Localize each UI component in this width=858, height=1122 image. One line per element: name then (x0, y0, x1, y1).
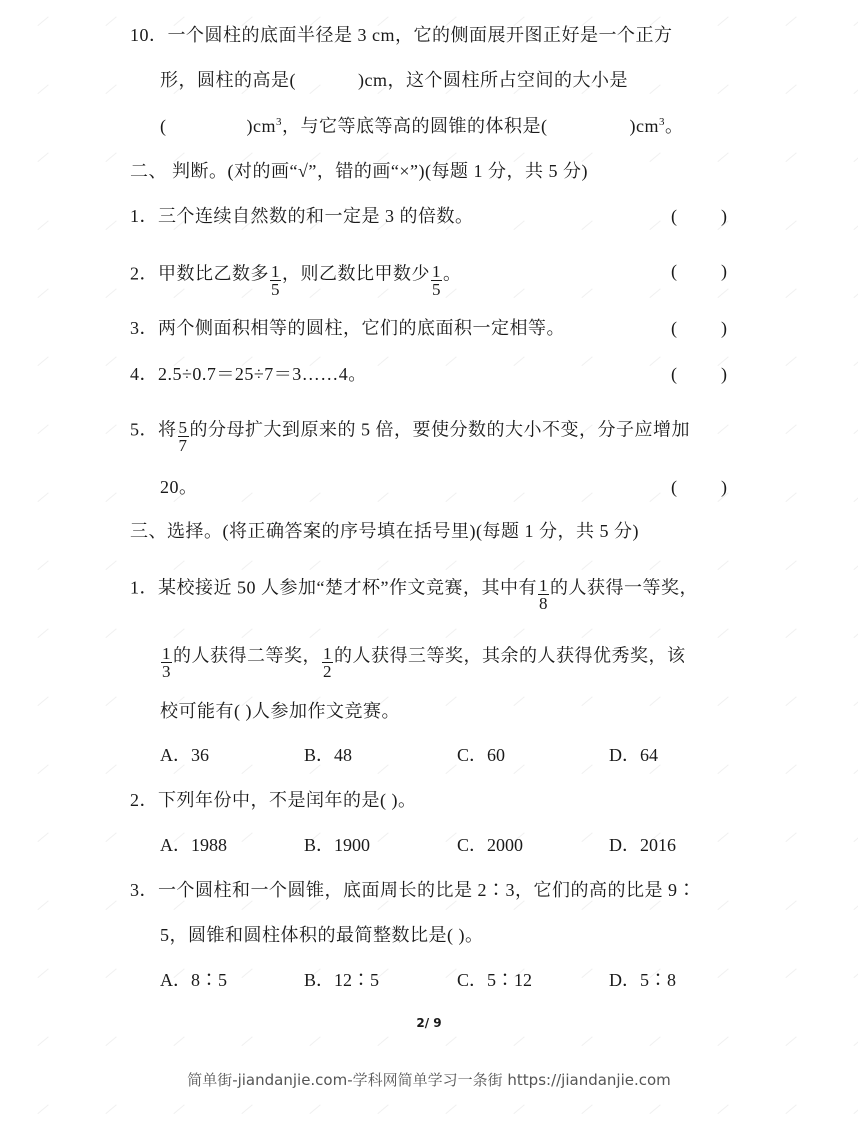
watermark-mark (37, 356, 52, 370)
fraction (178, 419, 189, 454)
item-text: 5．将 (130, 419, 177, 440)
watermark-mark (105, 152, 120, 166)
watermark-mark (785, 764, 800, 778)
watermark-mark (853, 288, 858, 302)
watermark-mark (241, 1036, 256, 1050)
item-text: 的人获得二等奖， (173, 645, 321, 666)
watermark-mark (649, 696, 664, 710)
watermark-mark (853, 16, 858, 30)
watermark-mark (785, 1104, 800, 1118)
paren-close: ) (721, 364, 727, 384)
q10-text: 。 (664, 116, 684, 136)
choice-q1-line3: 校可能有( )人参加作文竞赛。 (160, 701, 400, 721)
paren-open: ( (671, 364, 677, 384)
watermark-mark (853, 560, 858, 574)
denominator: 5 (432, 280, 441, 299)
watermark-mark (377, 764, 392, 778)
paren-close: ) (721, 261, 727, 281)
q10-text: )cm (629, 116, 659, 136)
watermark-mark (717, 900, 732, 914)
answer-paren[interactable] (671, 361, 727, 387)
watermark-mark (105, 288, 120, 302)
denominator: 5 (271, 280, 280, 299)
option-c[interactable]: C．60 (457, 745, 506, 765)
watermark-mark (445, 1104, 460, 1118)
q10-text: )cm，这个圆柱所占空间的大小是 (358, 70, 628, 90)
option-a[interactable]: A．36 (160, 745, 209, 765)
watermark-mark (853, 1036, 858, 1050)
watermark-mark (717, 16, 732, 30)
watermark-mark (309, 1036, 324, 1050)
fraction (538, 577, 549, 612)
choice-q2: 2．下列年份中，不是闰年的是( )。 (130, 790, 417, 810)
watermark-mark (717, 152, 732, 166)
fraction (161, 645, 172, 680)
watermark-mark (105, 356, 120, 370)
denominator: 3 (162, 662, 171, 681)
watermark-mark (173, 1104, 188, 1118)
answer-paren[interactable] (671, 474, 727, 500)
judge-item-5 (130, 414, 690, 455)
numerator: 1 (162, 644, 171, 663)
watermark-mark (37, 492, 52, 506)
superscript: 3 (275, 116, 282, 128)
watermark-mark (785, 424, 800, 438)
judge-item-3: 3．两个侧面积相等的圆柱，它们的底面积一定相等。 (130, 318, 565, 338)
watermark-mark (513, 1036, 528, 1050)
numerator: 5 (178, 418, 188, 437)
denominator: 8 (538, 594, 548, 613)
watermark-mark (377, 968, 392, 982)
watermark-mark (717, 628, 732, 642)
watermark-mark (581, 220, 596, 234)
fraction (322, 645, 333, 680)
option-c[interactable]: C．2000 (457, 835, 524, 855)
answer-paren[interactable] (671, 315, 727, 341)
watermark-mark (649, 288, 664, 302)
watermark-mark (853, 492, 858, 506)
judge-item-2 (130, 258, 462, 299)
choice-q1-line1 (130, 572, 698, 613)
watermark-mark (37, 152, 52, 166)
watermark-mark (513, 1104, 528, 1118)
watermark-mark (785, 900, 800, 914)
watermark-mark (717, 968, 732, 982)
watermark-mark (717, 1036, 732, 1050)
section3-title: 三、选择。(将正确答案的序号填在括号里)(每题 1 分，共 5 分) (130, 521, 639, 541)
watermark-mark (105, 968, 120, 982)
paren-open: ( (671, 206, 677, 226)
watermark-mark (853, 152, 858, 166)
watermark-mark (513, 288, 528, 302)
q10-text: ( (160, 116, 167, 136)
watermark-mark (785, 696, 800, 710)
answer-paren[interactable] (671, 203, 727, 229)
watermark-mark (785, 288, 800, 302)
watermark-mark (309, 492, 324, 506)
watermark-mark (785, 968, 800, 982)
watermark-mark (649, 84, 664, 98)
watermark-mark (377, 1036, 392, 1050)
watermark-mark (853, 84, 858, 98)
watermark-mark (105, 220, 120, 234)
watermark-mark (717, 764, 732, 778)
numerator: 1 (432, 262, 441, 281)
paren-close: ) (721, 318, 727, 338)
watermark-mark (445, 696, 460, 710)
watermark-mark (37, 560, 52, 574)
footer-watermark-text: 简单街-jiandanjie.com-学科网简单学习一条街 https://jiandanjie.com (187, 1071, 671, 1089)
watermark-mark (105, 900, 120, 914)
watermark-mark (241, 492, 256, 506)
watermark-mark (785, 356, 800, 370)
item-text: 1．某校接近 50 人参加“楚才杯”作文竞赛，其中有 (130, 577, 537, 598)
watermark-mark (649, 1036, 664, 1050)
watermark-mark (105, 424, 120, 438)
watermark-mark (785, 560, 800, 574)
item-text: 2．甲数比乙数多 (130, 263, 269, 284)
watermark-mark (105, 628, 120, 642)
watermark-mark (581, 492, 596, 506)
watermark-mark (853, 424, 858, 438)
watermark-mark (785, 492, 800, 506)
judge-item-1: 1．三个连续自然数的和一定是 3 的倍数。 (130, 206, 474, 226)
watermark-mark (853, 968, 858, 982)
watermark-mark (105, 492, 120, 506)
watermark-mark (105, 84, 120, 98)
watermark-mark (241, 968, 256, 982)
watermark-mark (513, 356, 528, 370)
watermark-mark (173, 1036, 188, 1050)
watermark-mark (105, 764, 120, 778)
paren-open: ( (671, 477, 677, 497)
watermark-mark (581, 832, 596, 846)
watermark-mark (37, 424, 52, 438)
judge-item-4: 4．2.5÷0.7＝25÷7＝3……4。 (130, 364, 367, 384)
watermark-mark (581, 764, 596, 778)
watermark-mark (853, 832, 858, 846)
judge-item-5-cont: 20。 (160, 477, 198, 497)
numerator: 1 (538, 576, 548, 595)
watermark-mark (785, 1036, 800, 1050)
fraction (270, 263, 281, 298)
item-text: 。 (443, 263, 462, 284)
item-text: 的人获得三等奖，其余的人获得优秀奖，该 (334, 645, 686, 666)
watermark-mark (37, 832, 52, 846)
watermark-mark (105, 16, 120, 30)
watermark-mark (37, 628, 52, 642)
watermark-mark (717, 424, 732, 438)
option-c[interactable]: C．5∶12 (457, 970, 533, 990)
watermark-mark (581, 1036, 596, 1050)
watermark-mark (649, 1104, 664, 1118)
paren-close: ) (721, 477, 727, 497)
choice-q3-line1: 3．一个圆柱和一个圆锥，底面周长的比是 2∶3，它们的高的比是 9∶ (130, 880, 696, 900)
watermark-mark (785, 220, 800, 234)
watermark-mark (785, 16, 800, 30)
denominator: 2 (323, 662, 332, 681)
q10-text: )cm (246, 116, 276, 136)
watermark-mark (717, 560, 732, 574)
answer-paren[interactable] (671, 258, 727, 284)
watermark-mark (241, 764, 256, 778)
watermark-mark (37, 1104, 52, 1118)
paren-close: ) (721, 206, 727, 226)
watermark-mark (241, 1104, 256, 1118)
watermark-mark (785, 84, 800, 98)
watermark-mark (513, 696, 528, 710)
page-number: 2/ 9 (416, 1016, 442, 1030)
item-text: 的分母扩大到原来的 5 倍，要使分数的大小不变，分子应增加 (189, 419, 690, 440)
section2-title: 二、 判断。(对的画“√”，错的画“×”)(每题 1 分，共 5 分) (130, 161, 588, 181)
watermark-mark (105, 696, 120, 710)
watermark-mark (581, 288, 596, 302)
watermark-mark (105, 1104, 120, 1118)
option-a[interactable]: A．1988 (160, 835, 227, 855)
item-text: ，则乙数比甲数少 (282, 263, 430, 284)
choice-q3-line2: 5，圆锥和圆柱体积的最简整数比是( )。 (160, 925, 484, 945)
watermark-mark (785, 152, 800, 166)
watermark-mark (581, 696, 596, 710)
option-d[interactable]: D．64 (609, 745, 658, 765)
watermark-mark (717, 696, 732, 710)
watermark-mark (717, 288, 732, 302)
q10-line1: 10．一个圆柱的底面半径是 3 cm，它的侧面展开图正好是一个正方 (130, 25, 673, 45)
denominator: 7 (178, 436, 188, 455)
watermark-mark (377, 356, 392, 370)
watermark-mark (785, 628, 800, 642)
watermark-mark (581, 356, 596, 370)
watermark-mark (445, 356, 460, 370)
watermark-mark (37, 220, 52, 234)
watermark-mark (649, 356, 664, 370)
choice-q1-line2 (160, 640, 686, 681)
watermark-mark (513, 220, 528, 234)
q10-line3 (160, 113, 683, 139)
q10-text: 形，圆柱的高是( (160, 70, 296, 90)
watermark-mark (377, 492, 392, 506)
watermark-mark (717, 832, 732, 846)
q10-text: ，与它等底等高的圆锥的体积是( (281, 116, 548, 136)
option-b[interactable]: B．48 (304, 745, 353, 765)
paren-open: ( (671, 261, 677, 281)
watermark-mark (309, 1104, 324, 1118)
watermark-mark (717, 84, 732, 98)
watermark-mark (37, 288, 52, 302)
option-b[interactable]: B．1900 (304, 835, 371, 855)
watermark-mark (649, 492, 664, 506)
watermark-mark (581, 1104, 596, 1118)
option-a[interactable]: A．8∶5 (160, 970, 227, 990)
watermark-mark (37, 84, 52, 98)
numerator: 1 (271, 262, 280, 281)
watermark-mark (581, 968, 596, 982)
watermark-mark (241, 832, 256, 846)
watermark-mark (105, 560, 120, 574)
watermark-mark (853, 900, 858, 914)
paren-open: ( (671, 318, 677, 338)
watermark-mark (37, 764, 52, 778)
watermark-mark (377, 832, 392, 846)
watermark-mark (853, 1104, 858, 1118)
watermark-mark (785, 832, 800, 846)
option-d[interactable]: D．2016 (609, 835, 676, 855)
watermark-mark (649, 220, 664, 234)
watermark-mark (445, 492, 460, 506)
fraction (431, 263, 442, 298)
watermark-mark (853, 764, 858, 778)
watermark-mark (649, 152, 664, 166)
watermark-mark (37, 968, 52, 982)
watermark-mark (853, 628, 858, 642)
option-b[interactable]: B．12∶5 (304, 970, 380, 990)
watermark-mark (37, 16, 52, 30)
watermark-mark (37, 900, 52, 914)
option-d[interactable]: D．5∶8 (609, 970, 676, 990)
item-text: 的人获得一等奖， (549, 577, 698, 598)
superscript: 3 (658, 116, 665, 128)
watermark-mark (853, 696, 858, 710)
watermark-mark (513, 492, 528, 506)
watermark-mark (37, 696, 52, 710)
watermark-mark (853, 220, 858, 234)
watermark-mark (445, 1036, 460, 1050)
numerator: 1 (323, 644, 332, 663)
watermark-mark (717, 1104, 732, 1118)
watermark-mark (513, 764, 528, 778)
watermark-mark (105, 1036, 120, 1050)
watermark-mark (377, 1104, 392, 1118)
watermark-mark (853, 356, 858, 370)
q10-line2 (160, 67, 628, 93)
watermark-mark (105, 832, 120, 846)
watermark-mark (37, 1036, 52, 1050)
